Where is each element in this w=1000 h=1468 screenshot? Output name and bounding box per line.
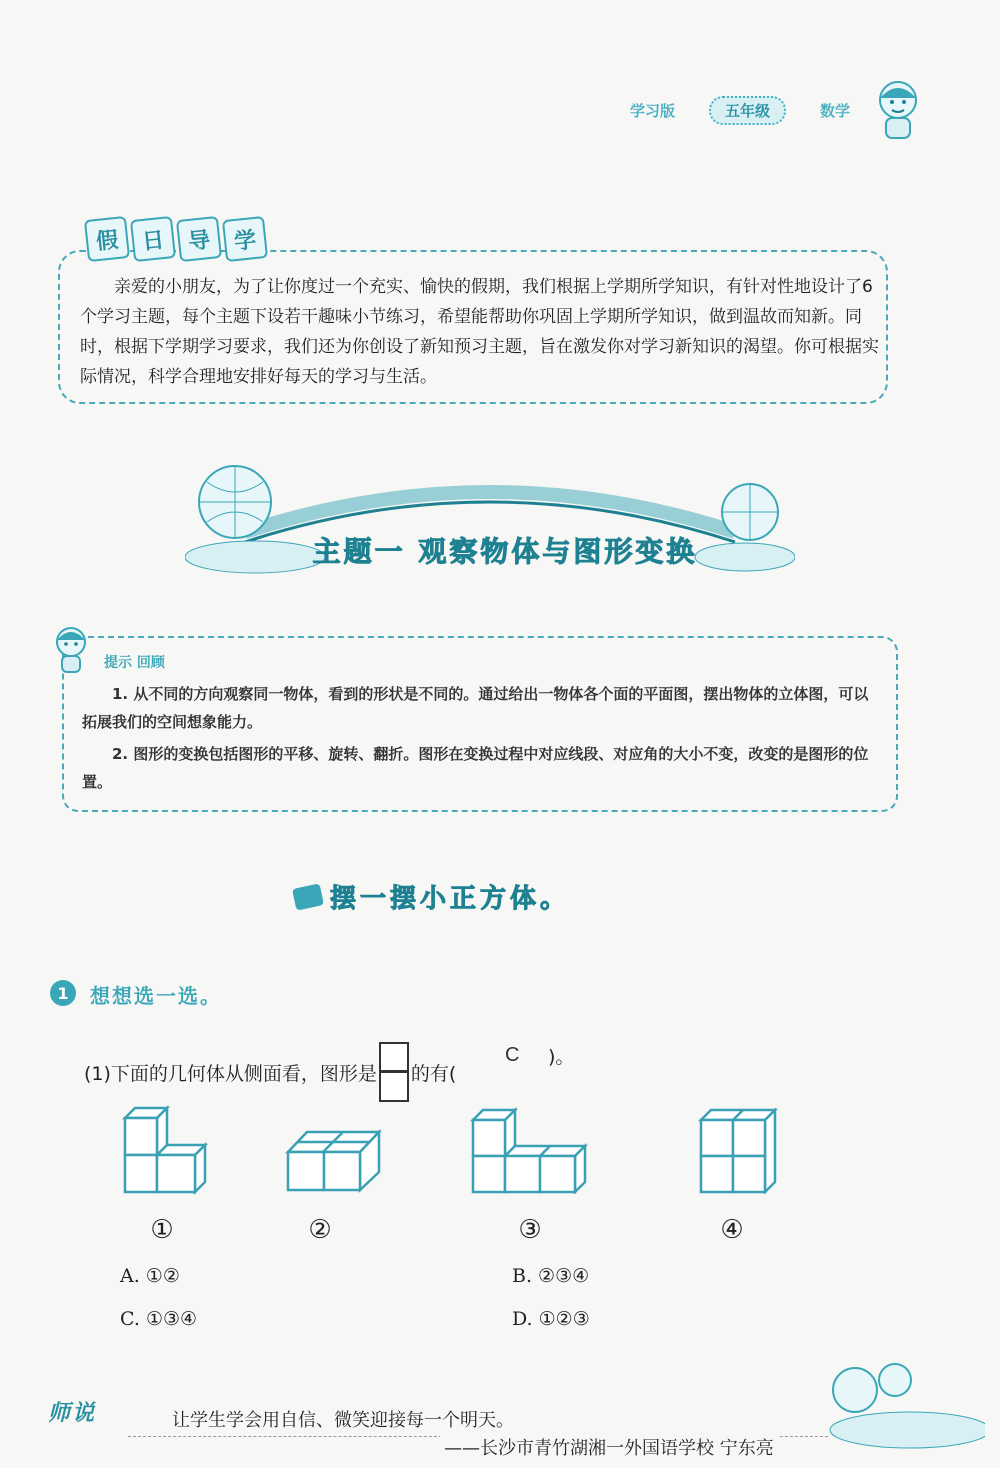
- option-a[interactable]: A. ①②: [120, 1265, 180, 1287]
- footer-label: 师说: [48, 1401, 97, 1426]
- section-title: [294, 878, 570, 915]
- option-c[interactable]: C. ①③④: [120, 1308, 198, 1330]
- figure-label: ②: [308, 1215, 332, 1245]
- question-prompt-close: )。: [548, 1046, 575, 1068]
- figure-label: ④: [720, 1215, 744, 1245]
- intro-badge-char: 导: [176, 216, 222, 262]
- subject-label: 数学: [819, 102, 850, 120]
- intro-badge-char: 假: [84, 216, 130, 262]
- question-title: 想想选一选。: [90, 984, 222, 1008]
- question-prompt-after: 的有(: [410, 1062, 457, 1085]
- side-view-figure: [379, 1042, 409, 1102]
- tips-text: [82, 680, 882, 800]
- tips-item: 2. 图形的变换包括图形的平移、旋转、翻折。图形在变换过程中对应线段、对应角的大小不变，改变的是图形的位置。: [82, 745, 869, 791]
- edition-label: 学习版: [629, 102, 675, 120]
- intro-badge-char: 学: [222, 216, 268, 262]
- theme-title: 主题一 观察物体与图形变换: [312, 535, 698, 568]
- intro-badge-char: 日: [130, 216, 176, 262]
- cube-figure-1: [120, 1100, 210, 1195]
- grade-badge: 五年级: [709, 96, 786, 125]
- figure-label: ①: [150, 1215, 174, 1245]
- book-icon: [292, 883, 324, 910]
- girl-mascot-icon: [868, 78, 928, 142]
- cube-figure-3: [470, 1106, 590, 1194]
- question-number: 1: [50, 980, 76, 1006]
- cube-figure-2: [285, 1128, 385, 1194]
- page-header: [630, 96, 850, 125]
- figure-label: ③: [518, 1215, 542, 1245]
- question-prompt: [84, 1042, 456, 1102]
- footer-author: ——长沙市青竹湖湘一外国语学校 宁东亮: [440, 1434, 778, 1460]
- tips-item: 1. 从不同的方向观察同一物体，看到的形状是不同的。通过给出一物体各个面的平面图，摆出物体的立体图，可以拓展我们的空间想象能力。: [82, 685, 869, 731]
- intro-text: 亲爱的小朋友，为了让你度过一个充实、愉快的假期，我们根据上学期所学知识，有针对性地设计了6个学习主题，每个主题下设若干趣味小节练习，希望能帮助你巩固上学期所学知识，做到温故而知新。同时，根据下学期学习要求，我们还为你创设了新知预习主题，旨在激发你对学习新知识的渴望。你可根据实际情况，科学合理地安排好每天的学习与生活。: [80, 277, 879, 387]
- option-b[interactable]: B. ②③④: [512, 1265, 590, 1287]
- question-prompt-before: (1)下面的几何体从侧面看，图形是: [84, 1062, 377, 1085]
- cube-figure-4: [698, 1108, 778, 1194]
- intro-badge: [86, 218, 266, 260]
- corner-decoration: [815, 1350, 985, 1450]
- answer-value[interactable]: C: [505, 1044, 520, 1066]
- tips-label: 提示 回顾: [104, 655, 165, 671]
- boy-mascot-icon: [48, 624, 94, 676]
- option-d[interactable]: D. ①②③: [512, 1308, 590, 1330]
- section-title-text: 摆一摆小正方体。: [330, 884, 571, 914]
- footer-quote: 让学生学会用自信、微笑迎接每一个明天。: [172, 1410, 514, 1431]
